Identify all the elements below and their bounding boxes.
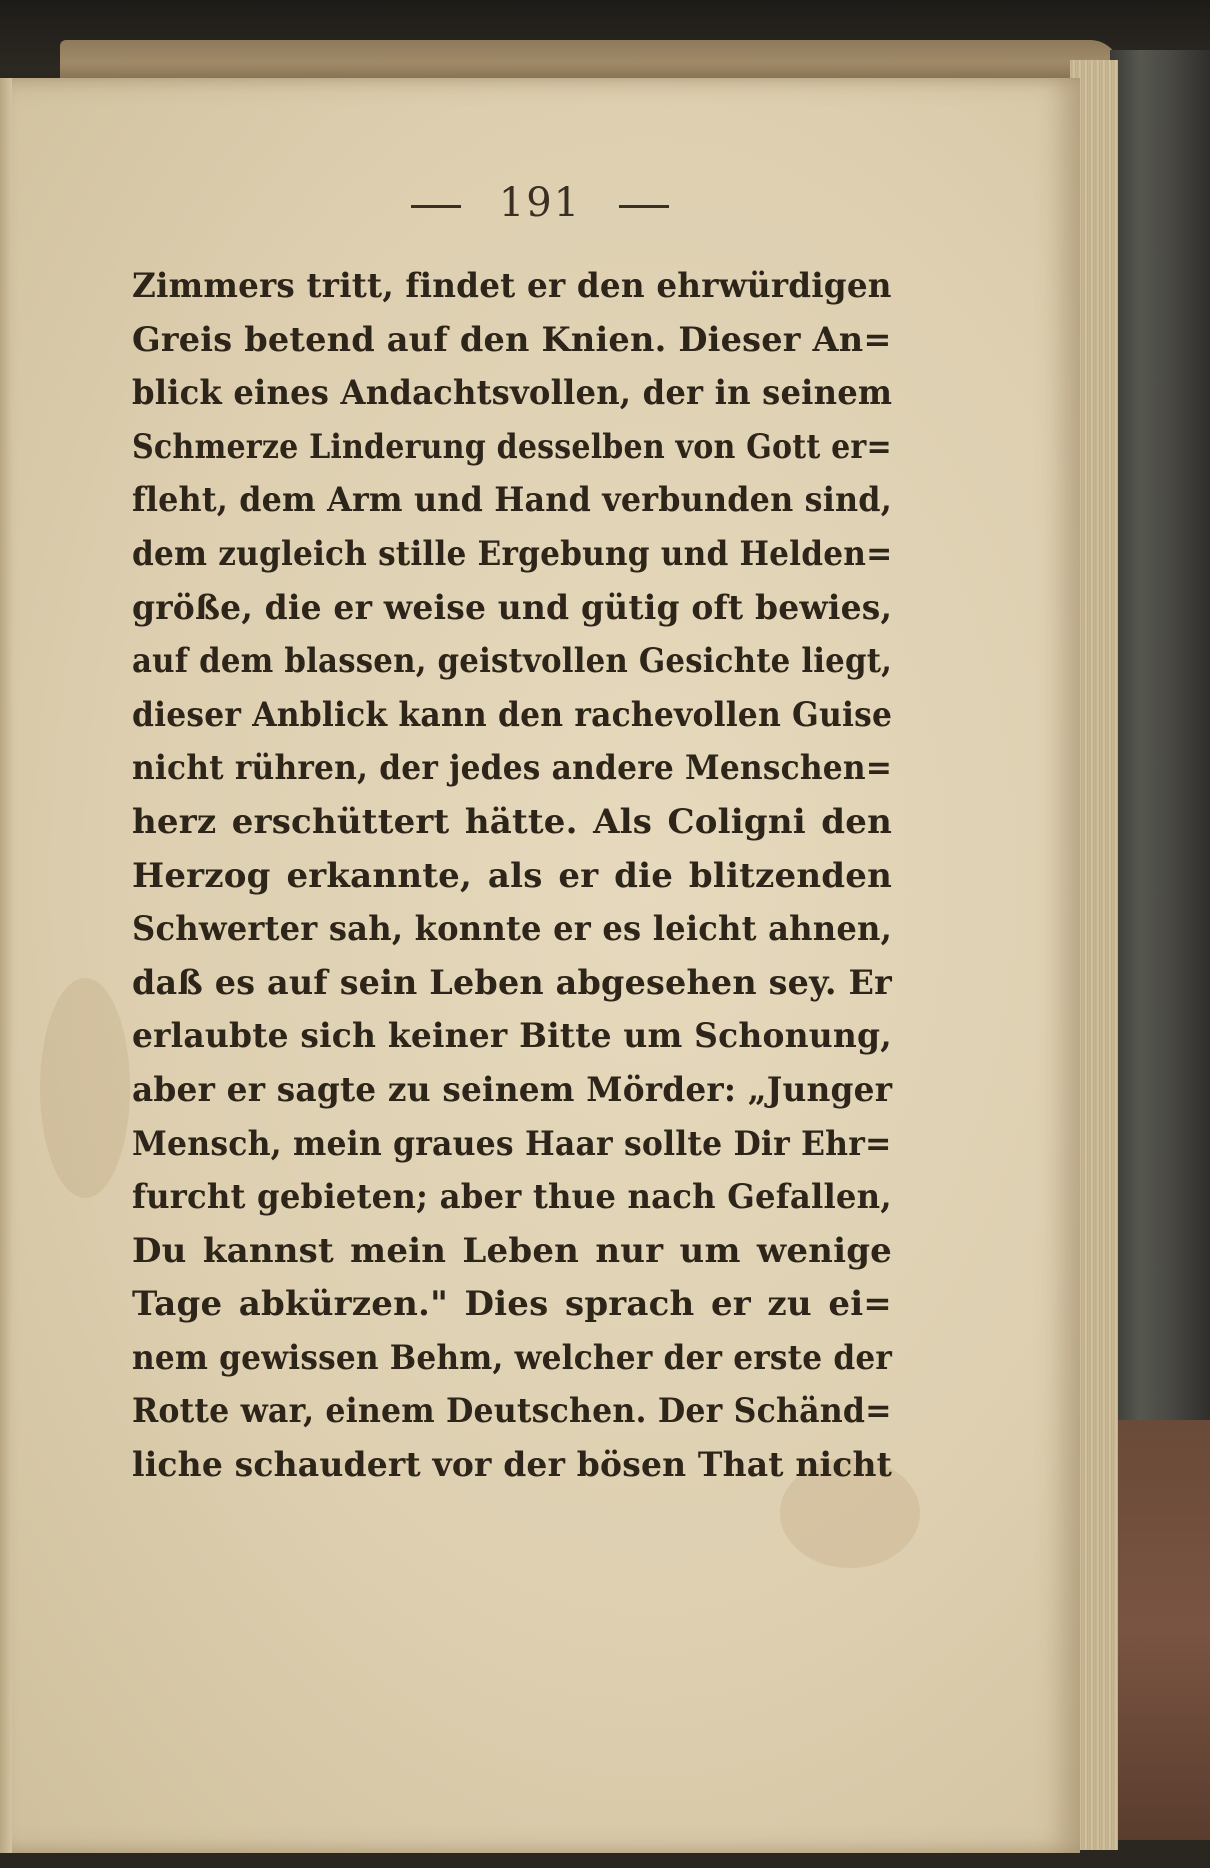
text-line: aber er sagte zu seinem Mörder: „Junger (132, 1069, 893, 1110)
text-line: erlaubte sich keiner Bitte um Schonung, (132, 1016, 892, 1057)
text-line: dieser Anblick kann den rachevollen Guise (132, 694, 893, 735)
page-header (0, 180, 1080, 226)
text-line: Greis betend auf den Knien. Dieser An= (132, 319, 892, 360)
text-line: nicht rühren, der jedes andere Menschen= (132, 748, 893, 789)
text-line: liche schaudert vor der bösen That nicht (132, 1445, 893, 1486)
text-line: Du kannst mein Leben nur um wenige (132, 1230, 892, 1271)
text-line: Mensch, mein graues Haar sollte Dir Ehr= (132, 1123, 892, 1164)
text-line: herz erschüttert hätte. Als Coligni den (132, 801, 892, 842)
page-number: 191 (498, 180, 582, 226)
text-line: blick eines Andachtsvollen, der in seinem (132, 373, 893, 414)
text-line: auf dem blassen, geistvollen Gesichte liegt, (132, 641, 893, 682)
header-dash-left (411, 205, 461, 208)
header-dash-right (619, 205, 669, 208)
text-line: daß es auf sein Leben abgesehen sey. Er (132, 962, 892, 1003)
text-line: Tage abkürzen." Dies sprach er zu ei= (132, 1284, 892, 1325)
text-line: Herzog erkannte, als er die blitzenden (132, 855, 892, 896)
text-line: größe, die er weise und gütig oft bewies, (132, 587, 893, 628)
text-line: Schwerter sah, konnte er es leicht ahnen, (132, 909, 893, 950)
text-line: nem gewissen Behm, welcher der erste der (132, 1337, 893, 1378)
cover-leather-patch (1115, 1420, 1210, 1840)
body-text (132, 260, 892, 1493)
text-line: furcht gebieten; aber thue nach Gefallen, (132, 1177, 892, 1218)
page-left-edge (0, 78, 12, 1853)
paper-stain (40, 978, 130, 1198)
text-line: Schmerze Linderung desselben von Gott er= (132, 426, 892, 467)
text-line: Zimmers tritt, findet er den ehrwürdigen (132, 266, 892, 306)
text-line: fleht, dem Arm und Hand verbunden sind, (132, 480, 892, 521)
text-line: Rotte war, einem Deutschen. Der Schänd= (132, 1391, 892, 1432)
text-line: dem zugleich stille Ergebung und Helden= (132, 533, 893, 574)
